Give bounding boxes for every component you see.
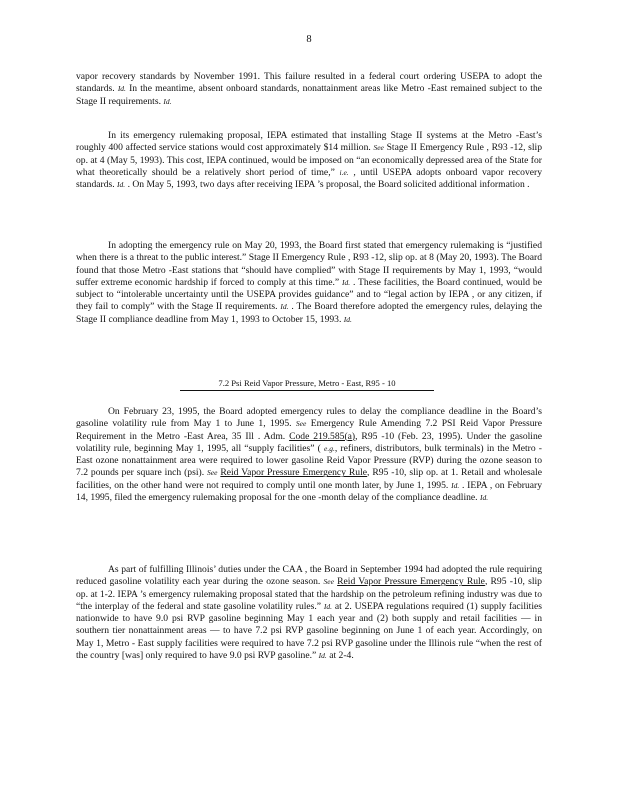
id-citation: Id. bbox=[323, 601, 333, 611]
id-citation: Id. bbox=[318, 651, 327, 661]
id-citation: Id. bbox=[479, 493, 489, 503]
see-signal: See bbox=[323, 577, 334, 587]
paragraph-text: , refiners, distributors, bulk terminals) in the Metro -East ozone nonattainment area were required to lower gasoline Reid Vapor Pressure (RVP) during the ozone season to 7.2 pounds per square inch (psi). bbox=[76, 442, 542, 479]
paragraph-caa-duties bbox=[76, 564, 542, 662]
paragraph-text: , R95 -10, slip op. at 1. Retail and wholesale facilities, on the other hand were not required to comply until one month later, by June 1, 1995. bbox=[76, 467, 542, 491]
paragraph-text: In its emergency rulemaking proposal, IEPA estimated that installing Stage II systems at the Metro -East’s roughly 400 affected service stations would cost approximately $14 million. bbox=[76, 130, 542, 154]
paragraph-text: at 2. USEPA regulations required (1) supply facilities nationwide to have 9.0 psi RVP gasoline beginning May 1 each year and (2) both supply and retail facilities — in southern tier nonattainment areas — to have 7.2 psi RVP gasoline beginning on June 1 of each year. Accordingly, on May 1, Metro - East supply facilities were required to have 7.2 psi RVP gasoline under the Illinois rule “when the rest of the country [was] only required to have 9.0 psi RVP gasoline.” bbox=[76, 600, 542, 662]
code-citation: Code 219.585(a) bbox=[289, 430, 356, 442]
id-citation: Id. bbox=[117, 180, 126, 190]
paragraph-adopting-rule bbox=[76, 240, 542, 326]
case-citation: Reid Vapor Pressure Emergency Rule bbox=[337, 576, 485, 588]
paragraph-text: , R95 -10 (Feb. 23, 1995). Under the gasoline volatility rule, beginning May 1, 1995, all “supply facilities” ( bbox=[76, 430, 543, 454]
see-signal: See bbox=[295, 419, 307, 429]
paragraph-text: . These facilities, the Board continued, would be subject to “intolerable uncertainty until the USEPA provides guidance” and to “legal action by IEPA , or any citizen, if they fail to comply” with the Stage II requirements. bbox=[76, 276, 542, 313]
paragraph-text: Stage II Emergency Rule , R93 -12, slip op. at 4 (May 5, 1993). This cost, IEPA continued, would be imposed on “an economically depressed area of the State for what theoretically should be a relatively short period of time,” bbox=[76, 142, 543, 178]
section-heading: 7.2 Psi Reid Vapor Pressure, Metro - East, R95 - 10 bbox=[180, 378, 434, 391]
paragraph-february-rule bbox=[76, 406, 542, 504]
paragraph-text: . The Board therefore adopted the emergency rules, delaying the Stage II compliance deadline from May 1, 1993 to October 15, 1993. bbox=[76, 301, 543, 325]
paragraph-text: at 2-4. bbox=[329, 650, 354, 662]
id-citation: Id. bbox=[117, 84, 126, 94]
id-citation: Id. bbox=[280, 302, 289, 312]
paragraph-text: . IEPA , on February 14, 1995, filed the emergency rulemaking proposal for the one -month delay of the compliance deadline. bbox=[76, 479, 542, 504]
id-citation: Id. bbox=[163, 96, 172, 106]
paragraph-text: Emergency Rule Amending 7.2 PSI Reid Vapor Pressure Requirement in the Metro -East Area, 35 Ill . Adm. bbox=[76, 418, 542, 442]
see-signal: See bbox=[373, 143, 384, 153]
paragraph-emergency-proposal bbox=[76, 130, 542, 191]
ie-signal: i.e. bbox=[339, 167, 349, 177]
paragraph-text: As part of fulfilling Illinois’ duties under the CAA , the Board in September 1994 had adopted the rule requiring reduced gasoline volatility each year during the ozone season. bbox=[76, 564, 542, 588]
page-number: 8 bbox=[306, 34, 312, 45]
paragraph-text: , until USEPA adopts onboard vapor recovery standards. bbox=[76, 166, 542, 191]
paragraph-text: On February 23, 1995, the Board adopted emergency rules to delay the compliance deadline in the Board’s gasoline volatility rule from May 1 to June 1, 1995. bbox=[76, 406, 542, 430]
id-citation: Id. bbox=[451, 480, 460, 490]
paragraph-continuation bbox=[76, 71, 542, 108]
paragraph-text: , R95 -10, slip op. at 1-2. IEPA ’s emergency rulemaking proposal stated that the hardship on the petroleum refining industry was due to “the interplay of the federal and state gasoline volatility rules.” bbox=[76, 576, 542, 612]
case-citation: Reid Vapor Pressure Emergency Rule bbox=[220, 467, 368, 479]
see-signal: See bbox=[207, 468, 218, 478]
eg-signal: e.g. bbox=[324, 443, 335, 453]
id-citation: Id. bbox=[343, 314, 352, 324]
paragraph-text: In the meantime, absent onboard standards, nonattainment areas like Metro -East remained subject to the Stage II requirements. bbox=[76, 83, 543, 107]
paragraph-text: . On May 5, 1993, two days after receiving IEPA ’s proposal, the Board solicited additional information . bbox=[127, 179, 530, 191]
paragraph-text: In adopting the emergency rule on May 20, 1993, the Board first stated that emergency rulemaking is “justified when there is a threat to the public interest.” Stage II Emergency Rule , R93 -12, slip op. at 8 (May 20, 1993). The Board found that those Metro -East stations that “should have complied” with Stage II requirements by May 1, 1993, “would suffer extreme economic hardship if forced to comply at this time.” bbox=[76, 240, 542, 288]
id-citation: Id. bbox=[341, 277, 351, 287]
paragraph-text: vapor recovery standards by November 1991. This failure resulted in a federal court ordering USEPA to adopt the standards. bbox=[76, 71, 542, 95]
